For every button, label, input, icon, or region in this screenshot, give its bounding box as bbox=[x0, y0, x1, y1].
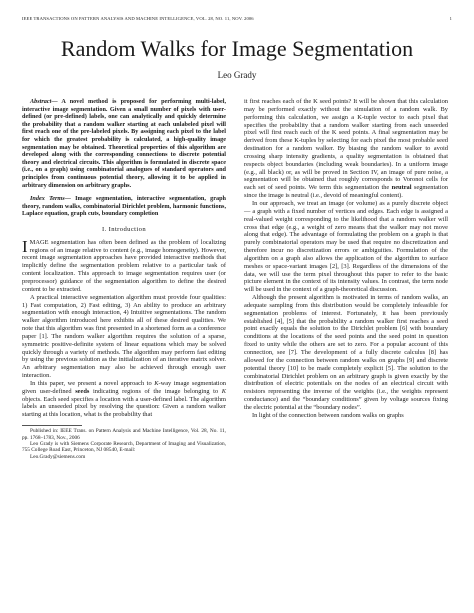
journal-name: IEEE TRANSACTIONS ON PATTERN ANALYSIS AND MACHINE INTELLIGENCE, VOL. 28, NO. 11, NOV. 2006 bbox=[22, 16, 254, 21]
right-paragraph-3: Although the present algorithm is motivated in terms of random walks, an adequate sampling from this distribution would be completely infeasible for segmentation problems of interest. Fortunately, it has been previously established [4], [5] that the probability a random walker first reaches a seed point exactly equals the solution to the Dirichlet problem [6] with boundary conditions at the locations of the seed points and the seed point in question fixed to unity while the others are set to zero. For a popular account of this connection, see [7]. The development of a fully discrete calculus [8] has allowed for the connection between random walks on graphs [9] and discrete potential theory [10] to be made completely explicit [5]. The solution to the combinatorial Dirichlet problem on an arbitrary graph is given exactly by the distribution of electric potentials on the nodes of an electrical circuit with resistors representing the inverse of the weights (i.e., the weights represent conductance) and the “boundary conditions” given by voltage sources fixing the electric potential at the “boundary nodes”. bbox=[244, 294, 448, 411]
abstract-lead: Abstract bbox=[30, 98, 52, 105]
index-terms-lead: Index Terms bbox=[30, 195, 65, 203]
page-number: 1 bbox=[449, 16, 452, 21]
index-terms bbox=[22, 195, 226, 218]
intro-paragraph-1-text: MAGE segmentation has often been defined as the problem of localizing regions of an image relative to content (e.g., image homogeneity). However, recent image segmentation approaches have provided interactive methods that implicitly define the segmentation problem relative to a particular task of content localization. This approach to image segmentation requires user (or preprocessor) guidance of the segmentation algorithm to define the desired content to be extracted. bbox=[22, 238, 226, 293]
footnote-affiliation: Leo Grady is with Siemens Corporate Research, Department of Imaging and Visualization, 755 College Road East, Princeton, NJ 08540, E-mail: bbox=[22, 440, 226, 454]
intro-paragraph-3: In this paper, we present a novel approach to K-way image segmentation given user-defined seeds indicating regions of the image belonging to K objects. Each seed specifies a location with a user-defined label. The algorithm labels an unseeded pixel by resolving the question: Given a random walker starting at this location, what is the probability that bbox=[22, 379, 226, 419]
footnote-divider bbox=[22, 425, 82, 426]
intro-paragraph-2: A practical interactive segmentation algorithm must provide four qualities: 1) Fast computation, 2) Fast editing, 3) An ability to produce an arbitrary segmentation with enough interaction, 4) Intuitive segmentations. The random walker algorithm introduced here exhibits all of these desired qualities. We note that this algorithm was first presented in a shortened form as a conference paper [1]. The random walker algorithm requires the solution of a sparse, symmetric positive-definite system of linear equations which may be solved quickly through a variety of methods. The algorithm may perform fast editing by using the previous solution as the initialization of an iterative matrix solver. An arbitrary segmentation may also be achieved through enough user interaction. bbox=[22, 293, 226, 380]
paper-title: Random Walks for Image Segmentation bbox=[60, 36, 414, 61]
footnote-publication: Published in: IEEE Trans. on Pattern Analysis and Machine Intelligence, Vol. 28, No. 11, pp. 1768–1783, Nov., 2006 bbox=[22, 428, 226, 441]
drop-cap: I bbox=[22, 236, 28, 256]
right-paragraph-1: it first reaches each of the K seed points? It will be shown that this calculation may be performed exactly without the simulation of a random walk. By performing this calculation, we assign a K-tuple vector to each pixel that specifies the probability that a random walker starting from each unseeded pixel will first reach each of the K seed points. A final segmentation may be derived from these K-tuples by selecting for each pixel the most probable seed destination for a random walker. By biasing the random walker to avoid crossing sharp intensity gradients, a quality segmentation is obtained that respects object boundaries (including weak boundaries). In a uniform image (e.g., all black) or, as will be proved in Section IV, an image of pure noise, a segmentation will be obtained that roughly corresponds to Voronoi cells for each set of seed points. We term this segmentation the neutral segmentation since the image is neutral (i.e., devoid of meaningful content). bbox=[244, 98, 448, 200]
author-email: Leo.Grady@siemens.com bbox=[30, 453, 86, 460]
intro-paragraph-1 bbox=[22, 236, 226, 294]
right-paragraph-2: In our approach, we treat an image (or volume) as a purely discrete object — a graph with a fixed number of vertices and edges. Each edge is assigned a real-valued weight corresponding to the likelihood that a random walker will cross that edge (e.g., a weight of zero means that the walker may not move along that edge). The advantage of formulating the problem on a graph is that purely combinatorial operators may be used that require no discretization and therefore incur no discretization errors or ambiguities. Formulation of the algorithm on a graph also allows the application of the algorithm to surface meshes or space-variant images [2], [3]. Regardless of the dimensions of the data, we will use the term pixel throughout this paper to refer to the basic picture element in the context of its intensity values. In contrast, the term node will be used in the context of a graph-theoretical discussion. bbox=[244, 199, 448, 294]
neutral-term: neutral bbox=[391, 184, 412, 192]
abstract-text: — A novel method is proposed for performing multi-label, interactive image segmentation. Given a small number of pixels with user-defined (or pre-defined) labels, one can analytically and quickly determine the probability that a random walker starting at each unlabeled pixel will first reach one of the pre-labeled pixels. By assigning each pixel to the label for which the greatest probability is calculated, a high-quality image segmentation may be obtained. Theoretical properties of this algorithm are developed along with the corresponding connections to discrete potential theory and electrical circuits. This algorithm is formulated in discrete space (i.e., on a graph) using combinatorial analogues of standard operators and principles from continuous potential theory, allowing it to be applied in arbitrary dimension on arbitrary graphs. bbox=[22, 98, 226, 189]
abstract bbox=[22, 98, 226, 189]
seeds-term: seeds bbox=[75, 387, 90, 395]
right-column bbox=[244, 98, 448, 420]
author-name: Leo Grady bbox=[217, 70, 257, 80]
section-heading-introduction: I. Introduction bbox=[101, 225, 147, 233]
index-terms-text: — Image segmentation, interactive segmentation, graph theory, random walks, combinatorial Dirichlet problem, harmonic functions, Laplace equation, graph cuts, boundary completion bbox=[22, 195, 227, 218]
right-paragraph-4: In light of the connection between random walks on graphs bbox=[252, 411, 404, 419]
left-column bbox=[22, 98, 226, 460]
running-header bbox=[22, 16, 452, 21]
